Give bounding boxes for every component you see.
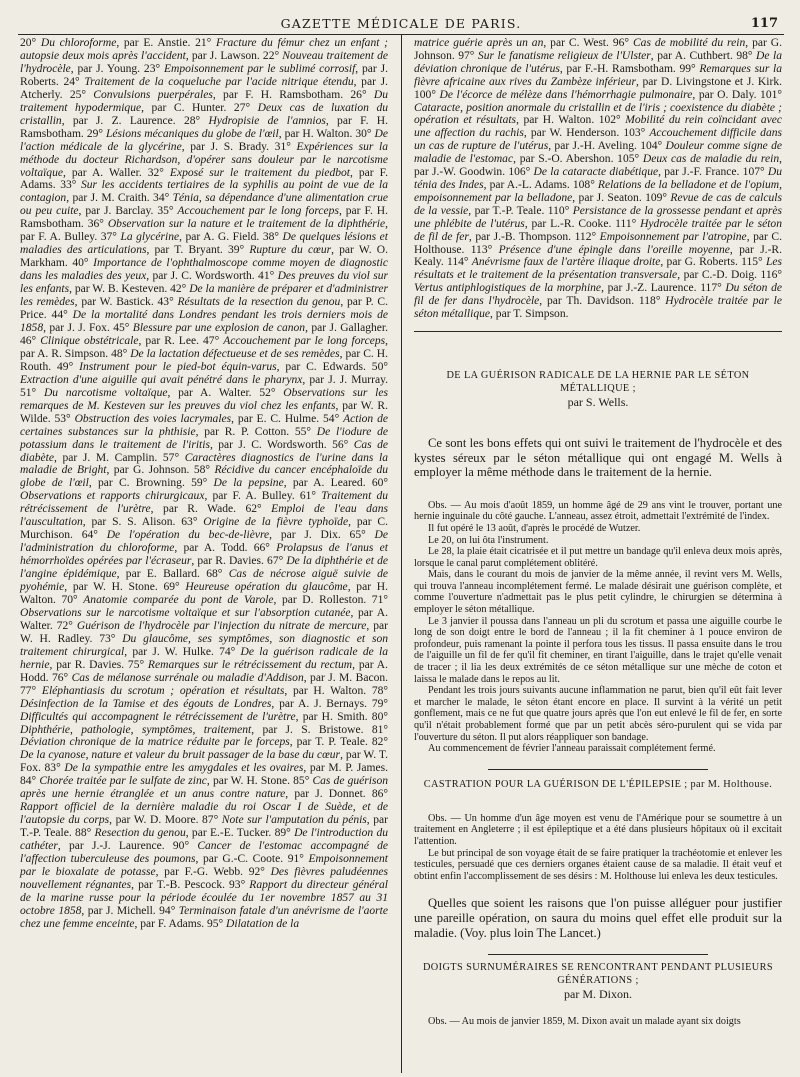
doigts-title: DOIGTS SURNUMÉRAIRES SE RENCONTRANT PENDANT PLUSIEURS GÉNÉRATIONS ; <box>422 962 774 987</box>
article-number-author: , par T. Bryant. 39° <box>146 244 250 257</box>
article-title: Empoisonnement par le sublimé corrosif <box>163 62 356 75</box>
article-title: Relations de la belladone et de l'opium, empoisonnement par la belladone <box>414 178 783 204</box>
right-column <box>408 35 784 1073</box>
article-title: Accouchement difficile dans un cas de rupture de l'utérus <box>414 127 782 153</box>
article-title: Fracture du fémur chez un enfant ; autopsie deux mois après l'accident <box>20 37 388 62</box>
article-title: Guérison de l'hydrocèle par l'injection du nitrate de mercure <box>76 619 367 632</box>
article-number-author: , par G. Johnson. 58° <box>106 464 215 477</box>
article-title: Du séton de fil de fer dans l'hydrocèle <box>414 282 782 308</box>
article-number-author: , par E. C. Hulme. 54° <box>231 412 344 425</box>
hernie-observation <box>414 500 782 755</box>
article-number-author: , par J. J. Murray. 51° <box>20 373 388 399</box>
article-title: Du glaucôme, ses symptômes, son diagnostic et son traitement chirurgical <box>20 632 388 658</box>
article-number-author: , par W. H. Stone. 69° <box>64 581 186 594</box>
article-number-author: , par J. Seaton. 109° <box>572 191 671 204</box>
article-title: Empoisonnement par l'atropine <box>599 230 747 243</box>
article-title: Dilatation de la <box>226 917 300 930</box>
article-number-author: , par C. West. 96° <box>543 37 633 49</box>
article-title: De l'introduction du cathéter <box>20 827 388 853</box>
castration-observation <box>414 813 782 883</box>
article-title: De l'action médicale de la glycérine <box>20 127 388 153</box>
article-title: Deux cas de maladie du rein <box>642 153 780 166</box>
hernie-title: DE LA GUÉRISON RADICALE DE LA HERNIE PAR LE SÉTON MÉTALLIQUE ; <box>446 369 750 394</box>
article-number-author: , par J. Atcherly. 25° <box>20 75 388 101</box>
article-number-author: , par T.-P. Teale. 88° <box>20 814 388 840</box>
article-title: Du narcotisme voltaïque <box>43 386 168 399</box>
article-title: Prolapsus de l'anus et hémorrhoïdes opérées par l'écraseur <box>20 542 388 568</box>
article-number-author: , par J.-W. Goodwin. 106° <box>414 153 782 179</box>
article-title: Cas de mobilité du rein <box>632 37 746 49</box>
paragraph: Mais, dans le courant du mois de janvier de la même année, il revint vers M. Wells, qui trouva l'anneau incomplétement fermé. Le malade désirait une guérison complète, et comme l'ouverture n'admettait pas le plus petit cylindre, le chirurgien se détermina à employer le séton métallique. <box>414 569 782 616</box>
article-number-author: , par J. M. Camplin. 57° <box>54 451 185 464</box>
paragraph: Obs. — Au mois d'août 1859, un homme âgé de 29 ans vint le trouver, portant une hernie inguinale du côté gauche. L'anneau, assez étroit, admettait l'extrémité de l'index. <box>414 499 782 523</box>
article-number-author: , par H. Walton. 78° <box>284 684 388 697</box>
two-column-body <box>18 35 784 1073</box>
article-title: De la pepsine <box>213 477 284 490</box>
article-title: De l'opération du bec-de-lièvre <box>106 529 270 542</box>
article-number-author: , par C. H. Routh. 49° <box>20 347 388 373</box>
article-number-author: , par A. Hodd. 76° <box>20 658 388 684</box>
article-number-author: , par G.-C. Coote. 91° <box>195 853 309 866</box>
article-number-author: , par R. Davies. 75° <box>49 658 148 671</box>
article-number-author: , par R. P. Cotton. 55° <box>195 425 317 438</box>
article-title: De la déviation chronique de l'utérus <box>414 49 782 75</box>
article-title: Empoisonnement par le bioxalate de potasse <box>20 853 389 878</box>
article-number-author: , par J. Barclay. 35° <box>78 205 178 218</box>
article-title: Rapport du directeur général de la marine russe pour la période écoulée du 1er novembre 1857 au 31 octobre 1858 <box>20 878 388 917</box>
paragraph: Obs. — Un homme d'un âge moyen est venu de l'Amérique pour se soumettre à un traitement en Angleterre ; il est épileptique et a été dans plusieurs hôpitaux où il excitait l'attention. <box>414 812 782 847</box>
article-number-author: , par J. S. Bristowe. 81° <box>251 723 388 736</box>
page-header <box>18 10 784 35</box>
paragraph: Le 28, la plaie était cicatrisée et il put mettre un bandage qu'il enleva deux mois après, lorsque le canal parut complétement oblitéré. <box>414 546 782 569</box>
article-number-author: , par D. Livingstone et J. Kirk. 100° <box>414 75 782 101</box>
article-title: Deux cas de luxation du cristallin <box>20 101 388 127</box>
article-title: Observations sur le narcotisme voltaïque et sur l'absorption cutanée <box>20 606 351 619</box>
article-number-author: , par E.-E. Tucker. 89° <box>185 827 295 840</box>
article-title: Nouveau traitement de l'hydrocèle <box>20 49 388 75</box>
article-number-author: , par J. Dix. 65° <box>269 529 375 542</box>
article-title: Ténia, sa dépendance d'une alimentation crue ou peu cuite <box>20 192 388 218</box>
article-title: Désinfection de la Tamise et des égouts de Londres <box>20 697 272 710</box>
article-title: Rupture du cœur <box>249 244 332 257</box>
article-title: Cas de mélanose surrénale ou maladie d'Addison <box>71 671 304 684</box>
article-number-author: , par R. Wade. 62° <box>150 503 272 516</box>
article-number-author: , par E. Anstie. 21° <box>116 37 216 49</box>
article-number-author: , par Th. Davidson. 118° <box>539 295 666 308</box>
doigts-author: par M. Dixon. <box>564 987 632 1002</box>
article-title: Importance de l'ophthalmoscope comme moyen de diagnostic dans les maladies des yeux <box>20 257 388 283</box>
article-title: Accouchement par le long forceps <box>223 334 386 347</box>
article-number-author: , par A.-L. Adams. 108° <box>483 178 598 191</box>
article-title: Exposé sur le traitement du piedbot <box>169 166 350 179</box>
page-number: 117 <box>750 16 778 31</box>
paragraph: Au commencement de février l'anneau paraissait complétement fermé. <box>428 743 716 755</box>
article-number-author: , par J. Lawson. 22° <box>185 49 283 62</box>
article-number-author: , par E. Ballard. 68° <box>116 568 229 581</box>
left-column <box>18 35 394 1073</box>
article-title: Resection du genou <box>94 827 186 840</box>
bibliography-list-left <box>20 37 388 931</box>
article-number-author: , par C. Holthouse. 113° <box>414 230 782 256</box>
article-number-author: , par P. C. Price. 44° <box>20 296 388 322</box>
article-title: Difficultés qui accompagnent le rétrécissement de l'urètre <box>20 710 296 723</box>
article-number-author: , par J. W. Hulke. 74° <box>124 645 241 658</box>
article-number-author: , par J.-B. Thompson. 112° <box>468 230 600 243</box>
article-number-author: , par J. Donnet. 86° <box>285 788 388 801</box>
article-number-author: , par T. Simpson. <box>490 308 569 321</box>
article-number-author: , par A. Waller. 32° <box>62 166 170 179</box>
article-number-author: , par C.-D. Doig. 116° <box>677 269 783 282</box>
article-number-author: , par F. Adams. 33° <box>20 166 389 192</box>
article-title: Heureuse opération du glaucôme <box>185 581 348 594</box>
article-title: De la manière de préparer et d'administrer les remèdes <box>20 283 388 309</box>
article-title: Douleur comme signe de maladie de l'estomac <box>414 140 782 166</box>
article-number-author: , par J. Roberts. 24° <box>20 62 389 88</box>
article-title: De la diphthérie et de l'angine épidémique <box>20 555 388 581</box>
paragraph: Il fut opéré le 13 août, d'après le procédé de Wutzer. <box>428 522 641 534</box>
article-number-author: , par S.-O. Abershon. 105° <box>513 153 643 166</box>
article-title: De l'iodure de potassium dans le traitement de l'iritis <box>20 425 388 451</box>
article-number-author: , par H. Walton. 30° <box>278 127 375 140</box>
castration-title: CASTRATION POUR LA GUÉRISON DE L'ÉPILEPSIE ; par M. Holthouse. <box>423 778 773 790</box>
article-title: De la mortalité dans Londres pendant les trois derniers mois de 1858 <box>20 309 388 334</box>
article-number-author: , par F. A. Bulley. 61° <box>204 490 322 503</box>
article-title: La glycérine <box>120 231 180 244</box>
article-number-author: , par A. Todd. 66° <box>174 542 277 555</box>
article-number-author: , par A. Walter. 52° <box>167 386 284 399</box>
article-number-author: , par D. Rolleston. 71° <box>273 593 388 606</box>
article-number-author: , par H. Smith. 80° <box>295 710 388 723</box>
article-number-author: , par W. Henderson. 103° <box>523 127 650 140</box>
article-title: Rapport officiel de la dernière maladie du roi Oscar I de Suède, et de l'autopsie du corps <box>20 801 388 827</box>
article-number-author: , par J.-R. Kealy. 114° <box>414 243 783 269</box>
article-title: Récidive du cancer encéphaloïde du globe de l'œil <box>20 464 388 490</box>
article-title: Déviation chronique de la matrice réduite par le forceps <box>20 736 290 749</box>
article-number-author: , par F.-H. Ramsbotham. 99° <box>559 62 700 75</box>
article-title: De la cataracte diabétique <box>533 166 659 179</box>
article-title: Clinique obstétricale <box>40 334 139 347</box>
article-number-author: , par F. H. Ramsbotham. 36° <box>20 205 388 231</box>
article-number-author: , par T.-B. Pescock. 93° <box>131 878 250 891</box>
article-number-author: , par A. Walter. 72° <box>20 606 388 632</box>
article-title: Obstruction des voies lacrymales <box>74 412 232 425</box>
article-number-author: , par J. S. Brady. 31° <box>181 140 297 153</box>
article-number-author: , par J. Z. Laurence. 28° <box>61 114 209 127</box>
article-title: Des preuves du viol sur les enfants <box>20 270 388 296</box>
article-title: Observations sur les remarques de M. Kesteven sur les preuves du viol chez les enfants <box>20 386 388 412</box>
article-number-author: , par J. C. Wordsworth. 56° <box>209 438 354 451</box>
article-title: Remarques sur le rétrécissement du rectum <box>147 658 353 671</box>
article-title: Blessure par une explosion de canon <box>132 321 306 334</box>
article-title: Mobilité du rein coïncidant avec une affection du rachis <box>414 114 783 140</box>
article-number-author: , par R. Davies. 67° <box>191 555 287 568</box>
article-number-author: , par W. B. Kesteven. 42° <box>69 283 190 296</box>
article-number-author: , par F.-G. Webb. 92° <box>155 866 271 878</box>
article-title: De la sympathie entre les amygdales et les ovaires <box>64 762 304 775</box>
article-title: Observation sur la nature et le traitement de la diphthérie <box>107 218 386 231</box>
article-title: Chorée traitée par le sulfate de zinc <box>39 775 207 788</box>
article-number-author: , par A. R. Simpson. 48° <box>20 334 388 360</box>
article-title: De la cyanose, nature et valeur du bruit passager de la base du cœur <box>20 749 341 762</box>
article-title: Anévrisme faux de l'artère iliaque droite <box>471 256 661 269</box>
article-title: Résultats de la resection du genou <box>177 296 341 309</box>
article-number-author: , par W. T. Fox. 83° <box>20 749 388 775</box>
doigts-first-line: Obs. — Au mois de janvier 1859, M. Dixon avait un malade ayant six doigts <box>428 1016 741 1028</box>
article-title: Sur les accidents tertiaires de la syphilis au point de vue de la contagion <box>20 179 388 205</box>
article-number-author: , par A. G. Field. 38° <box>179 231 283 244</box>
article-title: Accouchement par le long forceps <box>177 205 339 218</box>
running-title: GAZETTE MÉDICALE DE PARIS. <box>280 16 522 31</box>
article-number-author: , par J. Young. 23° <box>70 62 164 75</box>
article-number-author: , par C. Murchison. 64° <box>20 516 388 542</box>
article-title: Terminaison fatale d'un anévrisme de l'aorte chez une femme enceinte <box>20 904 388 930</box>
article-title: Eléphantiasis du scrotum ; opération et résultats <box>41 684 285 697</box>
article-title: Cas de nécrose aiguë suivie de pyohémie <box>20 568 388 594</box>
article-number-author: , par A. Leared. 60° <box>283 477 388 490</box>
article-title: Cas de diabète <box>20 438 388 464</box>
article-number-author: , par G. Johnson. 97° <box>414 37 782 62</box>
article-number-author: , par J. M. Craith. 34° <box>66 192 173 205</box>
article-number-author: , par C. Edwards. 50° <box>276 360 388 373</box>
article-title: Cataracte, position anormale du cristallin et de l'iris ; coexistence du diabète ; opération et résultats <box>414 101 782 127</box>
article-title: De l'administration du chloroforme <box>20 529 388 555</box>
article-title: Action de certaines substances sur la phthisie <box>20 412 388 438</box>
article-title: Diphthérie, pathologie, symptômes, traitement <box>20 723 252 736</box>
article-title: Note sur l'amputation du pénis <box>221 814 367 827</box>
article-title: De la lactation défectueuse et de ses remèdes <box>130 347 340 360</box>
article-title: Les résultats et le traitement de la présentation transversale <box>414 256 783 282</box>
article-number-author: , par G. Roberts. 115° <box>660 256 766 269</box>
article-number-author: , par T. P. Teale. 82° <box>289 736 388 749</box>
article-number-author: , par J.-J. Laurence. 90° <box>57 840 198 853</box>
article-title: matrice guérie après un an <box>414 37 544 49</box>
article-number-author: , par W. D. Moore. 87° <box>109 814 222 827</box>
article-title: De l'écorce de mélèze dans l'hémorrhagie pulmonaire <box>439 88 693 101</box>
article-title: Emploi de l'eau dans l'auscultation <box>20 503 388 529</box>
article-number-author: , par M. P. James. 84° <box>20 762 389 788</box>
article-number-author: , par F. H. Ramsbotham. 26° <box>212 88 374 101</box>
article-title: Présence d'une épingle dans l'oreille moyenne <box>498 243 730 256</box>
hernie-author: par S. Wells. <box>567 394 629 409</box>
article-number-author: , par A. J. Bernays. 79° <box>271 697 389 710</box>
article-title: Observations et rapports chirurgicaux <box>20 490 205 503</box>
article-title: Lésions mécaniques du globe de l'œil <box>106 127 279 140</box>
article-number-author: , par T.-P. Teale. 110° <box>468 204 573 217</box>
article-title: Remarques sur la fièvre africaine aux rives du Zambèze inférieur <box>414 62 782 88</box>
article-number-author: , par C. Hunter. 27° <box>141 101 258 114</box>
article-number-author: , par J.-F. France. 107° <box>658 166 768 179</box>
article-title: Expériences sur la méthode du docteur Richardson, d'opérer sans douleur par le narcotisme voltaïque <box>20 140 388 179</box>
paragraph: Le but principal de son voyage était de se faire pratiquer la trachéotomie et enlever les testicules, persuadé que ces derniers organes étaient cause de sa maladie. Il était veuf et obtint enfin l'accomplissement de ses désirs : M. Holthouse lui enleva les deux testicules. <box>414 847 782 882</box>
article-number-author: , par L.-R. Cooke. 111° <box>524 217 641 230</box>
article-number-author: , par J. J. Fox. 45° <box>43 321 133 334</box>
article-number-author: , par J. C. Wordsworth. 41° <box>146 270 278 283</box>
article-number-author: , par C. Browning. 59° <box>88 477 214 490</box>
paragraph: Pendant les trois jours suivants aucune inflammation ne parut, bien qu'il eût fait lever et marcher le malade, le séton étant encore en place. Il survint à la vérité un petit gonflement, mais ce ne fut que quatre jours après que l'on eut enlevé le fil de fer, en sorte qu'il n'était probablement formé que par un petit abcès séro-purulent qui se vida par l'ouverture du séton. Il put alors réappliquer son bandage. <box>414 685 782 743</box>
article-title: Traitement de la coqueluche par l'acide nitrique étendu <box>84 75 354 88</box>
hernie-intro: Ce sont les bons effets qui ont suivi le traitement de l'hydrocèle et des kystes séreux par le séton métallique qui ont engagé M. Wells à employer la même méthode dans le traitement de la hernie. <box>414 435 782 480</box>
article-title: Hydropisie de l'amnios <box>208 114 326 127</box>
article-title: Du chloroforme <box>40 37 117 49</box>
article-title: Instrument pour le pied-bot équin-varus <box>79 360 277 373</box>
article-number-author: , par R. Lee. 47° <box>138 334 224 347</box>
article-number-author: , par O. Daly. 101° <box>692 88 782 101</box>
article-number-author: , par H. Walton. 102° <box>516 114 626 127</box>
article-title: Caractères diagnostics de l'urine dans la maladie de Bright <box>20 451 388 477</box>
article-number-author: , par J. M. Bacon. 77° <box>20 671 388 697</box>
article-title: De quelques lésions et maladies des articulations <box>20 231 389 257</box>
bibliography-list-right <box>414 37 782 321</box>
article-number-author: , par S. S. Alison. 63° <box>82 516 204 529</box>
column-rule <box>401 35 402 1073</box>
article-title: Sur le fanatisme religieux de l'Ulster <box>477 49 651 62</box>
article-title: Des fièvres paludéennes nouvellement régnantes <box>20 866 388 891</box>
article-number-author: , par F. Adams. 95° <box>134 917 227 930</box>
article-title: Origine de la fièvre typhoïde <box>203 516 349 529</box>
article-number-author: , par F. A. Bulley. 37° <box>20 218 388 244</box>
article-number-author: , par W. O. Markham. 40° <box>20 244 388 270</box>
article-number-author: , par J.-H. Aveling. 104° <box>548 140 666 153</box>
article-number-author: , par W. H. Radley. 73° <box>20 619 388 645</box>
article-number-author: , par J. Michell. 94° <box>81 904 179 917</box>
article-number-author: , par A. Cuthbert. 98° <box>650 49 757 62</box>
article-title: Convulsions puerpérales <box>93 88 213 101</box>
article-number-author: , par W. H. Stone. 85° <box>206 775 313 788</box>
article-number-author: , par H. Walton. 70° <box>20 581 388 606</box>
article-number-author: , par J. Gallagher. 46° <box>20 321 388 347</box>
article-title: Vertus antiphlogistiques de la morphine <box>414 282 602 295</box>
article-number-author: , par W. Bastick. 43° <box>74 296 178 309</box>
paragraph: Le 20, on lui ôta l'instrument. <box>428 534 549 546</box>
article-title: Du traitement hypodermique <box>20 88 388 114</box>
article-title: Revue de cas de calculs de la vessie <box>414 191 782 217</box>
article-title: Hydrocèle traitée par le séton métallique <box>414 295 782 321</box>
article-title: De la guérison radicale de la hernie <box>20 645 389 671</box>
article-number-author: , par W. R. Wilde. 53° <box>20 399 388 425</box>
article-title: Traitement du rétrécissement de l'urètre <box>20 490 388 516</box>
article-number-author: 20° <box>20 37 41 49</box>
article-title: Anatomie comparée du pont de Varole <box>83 593 274 606</box>
article-number-author: , par J.-Z. Laurence. 117° <box>601 282 726 295</box>
paragraph: Le 3 janvier il poussa dans l'anneau un pli du scrotum et passa une aiguille courbe le long de son doigt entre le bord de l'anneau ; il la fit cheminer à 1 pouce environ de profondeur, puis ramenant la pointe il perfora tous les tissus. Il passa ensuite dans le trou de l'aiguille un fil de fer qu'il fit cheminer, en tirant l'aiguille, dans le trajet qu'elle venait de tracer ; il lia les deux extrémités de ce séton métallique sur une mèche de coton et laissa le malade dans le repos au lit. <box>414 615 782 685</box>
article-title: Du ténia des Indes <box>414 166 783 191</box>
article-title: Cancer de l'estomac accompagné de l'affection tuberculeuse des poumons <box>20 840 388 866</box>
article-title: Hydrocèle traitée par le séton de fil de fer <box>414 217 782 243</box>
article-title: Persistance de la grossesse pendant et après une phlébite de l'utérus <box>414 204 782 230</box>
castration-closing: Quelles que soient les raisons que l'on puisse alléguer pour justifier une pareille opération, on saura du moins quel effet elle produit sur la maladie. (Voy. plus loin The Lancet.) <box>414 896 782 940</box>
article-title: Cas de guérison après une hernie étranglée et un anus contre nature <box>20 775 389 801</box>
article-number-author: , par F. H. Ramsbotham. 29° <box>20 114 388 140</box>
article-title: Extraction d'une aiguille qui avait pénétré dans le pharynx <box>20 373 303 386</box>
